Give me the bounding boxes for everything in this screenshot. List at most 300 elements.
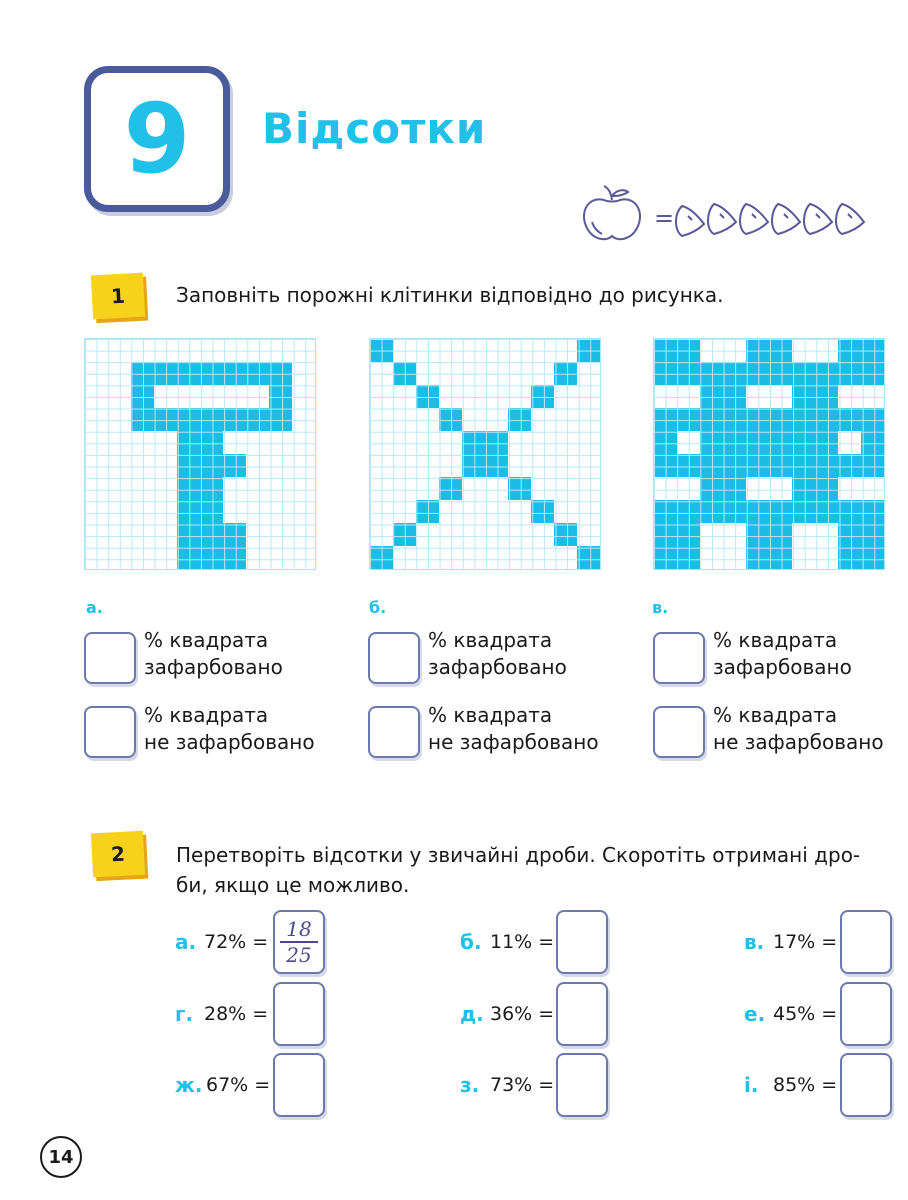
empty-cell [85,408,108,431]
empty-cell [439,546,462,569]
empty-cell [439,339,462,362]
empty-cell [531,339,554,362]
shaded-cell [654,500,677,523]
empty-cell [577,362,600,385]
empty-cell [393,500,416,523]
shaded-cell [861,362,884,385]
shaded-cell [746,546,769,569]
option-letter: а. [86,598,103,617]
empty-cell [485,408,508,431]
shaded-cell [439,477,462,500]
page-number: 14 [40,1136,82,1178]
shaded-cell [723,408,746,431]
shaded-cell [700,477,723,500]
empty-cell [154,454,177,477]
empty-cell [177,385,200,408]
empty-cell [577,408,600,431]
option-letter: г. [175,1002,194,1026]
empty-cell [246,431,269,454]
shaded-cell [531,500,554,523]
shaded-cell [700,362,723,385]
empty-cell [439,362,462,385]
empty-cell [554,500,577,523]
shaded-cell [439,408,462,431]
shaded-cell [815,385,838,408]
answer-fraction-box-i[interactable] [840,1053,892,1117]
shaded-cell [700,385,723,408]
empty-cell [154,500,177,523]
empty-cell [269,546,292,569]
shaded-cell [792,431,815,454]
shaded-cell [677,408,700,431]
shaded-cell [370,339,393,362]
empty-cell [462,339,485,362]
empty-cell [370,431,393,454]
empty-cell [554,477,577,500]
empty-cell [746,477,769,500]
empty-cell [485,339,508,362]
empty-cell [554,408,577,431]
empty-cell [246,454,269,477]
empty-cell [393,431,416,454]
shaded-cell [531,385,554,408]
shaded-cell [416,500,439,523]
shaded-cell [838,546,861,569]
shaded-cell [769,523,792,546]
shaded-cell [792,454,815,477]
empty-cell [439,523,462,546]
shaded-label: % квадрата зафарбовано [428,628,567,679]
answer-input-shaded-a[interactable] [84,632,136,684]
shaded-cell [815,431,838,454]
option-letter: в. [744,930,765,954]
shaded-cell [200,500,223,523]
percent-expression: 45% = [773,1003,838,1025]
empty-cell [292,362,315,385]
empty-cell [393,408,416,431]
empty-cell [370,500,393,523]
empty-cell [554,385,577,408]
empty-cell [292,408,315,431]
shaded-cell [269,408,292,431]
shaded-cell [177,408,200,431]
shaded-cell [223,362,246,385]
empty-cell [131,477,154,500]
percent-expression: 67% = [206,1074,271,1096]
empty-cell [554,454,577,477]
empty-cell [85,362,108,385]
answer-fraction-box-b[interactable] [556,910,608,974]
empty-cell [508,362,531,385]
empty-cell [108,477,131,500]
shaded-cell [723,362,746,385]
shaded-cell [861,339,884,362]
shaded-cell [723,454,746,477]
shaded-cell [485,431,508,454]
empty-cell [815,339,838,362]
empty-cell [154,477,177,500]
empty-cell [200,385,223,408]
shaded-cell [131,408,154,431]
shaded-cell [131,362,154,385]
shaded-cell [815,362,838,385]
shaded-cell [792,477,815,500]
empty-cell [246,523,269,546]
empty-cell [439,431,462,454]
shading-grid-a [84,338,316,570]
shaded-cell [554,362,577,385]
shaded-cell [177,477,200,500]
shaded-cell [769,500,792,523]
shaded-cell [861,408,884,431]
shaded-cell [861,431,884,454]
shaded-cell [746,362,769,385]
percent-expression: 11% = [490,931,555,953]
answer-input-unshaded-c[interactable] [653,706,705,758]
shaded-cell [769,431,792,454]
option-letter: в. [652,598,669,617]
empty-cell [485,362,508,385]
shaded-cell [393,523,416,546]
shaded-cell [746,339,769,362]
empty-cell [393,477,416,500]
shaded-cell [554,523,577,546]
empty-cell [531,362,554,385]
empty-cell [154,523,177,546]
empty-cell [485,546,508,569]
shaded-cell [838,362,861,385]
empty-cell [462,385,485,408]
empty-cell [462,546,485,569]
answer-input-shaded-c[interactable] [653,632,705,684]
answer-fraction-box-g[interactable] [273,1053,325,1117]
empty-cell [292,523,315,546]
answer-input-shaded-b[interactable] [368,632,420,684]
empty-cell [677,385,700,408]
shaded-cell [700,500,723,523]
shaded-cell [792,500,815,523]
fraction-denominator: 25 [286,943,312,967]
empty-cell [223,431,246,454]
shaded-cell [677,500,700,523]
option-letter: з. [460,1073,480,1097]
empty-cell [223,500,246,523]
shaded-cell [223,454,246,477]
empty-cell [508,431,531,454]
empty-cell [393,339,416,362]
empty-cell [416,546,439,569]
empty-cell [108,431,131,454]
empty-cell [108,408,131,431]
shaded-cell [462,454,485,477]
empty-cell [131,523,154,546]
task-number-badge: 1 [91,273,145,320]
answer-fraction-box-c[interactable] [840,910,892,974]
shaded-cell [746,454,769,477]
shaded-cell [654,362,677,385]
shading-grid-b [369,338,601,570]
empty-cell [393,454,416,477]
empty-cell [577,454,600,477]
shaded-cell [131,385,154,408]
svg-text:=: = [654,204,675,232]
empty-cell [269,454,292,477]
shaded-cell [677,339,700,362]
empty-cell [416,523,439,546]
unshaded-label: % квадрата не зафарбовано [144,703,315,754]
empty-cell [85,477,108,500]
shaded-cell [393,362,416,385]
shaded-cell [154,362,177,385]
empty-cell [85,385,108,408]
option-letter: а. [175,930,197,954]
empty-cell [554,431,577,454]
shaded-cell [815,500,838,523]
option-letter: ж. [175,1073,203,1097]
shaded-cell [861,546,884,569]
empty-cell [269,477,292,500]
shaded-cell [838,500,861,523]
empty-cell [246,500,269,523]
empty-cell [531,454,554,477]
empty-cell [723,523,746,546]
empty-cell [508,523,531,546]
empty-cell [792,339,815,362]
empty-cell [269,500,292,523]
percent-expression: 36% = [490,1003,555,1025]
empty-cell [292,500,315,523]
shaded-cell [246,362,269,385]
answer-fraction-box-f[interactable] [840,982,892,1046]
empty-cell [462,408,485,431]
option-letter: б. [369,598,387,617]
empty-cell [531,523,554,546]
empty-cell [246,546,269,569]
shaded-cell [723,477,746,500]
empty-cell [439,454,462,477]
shaded-cell [700,431,723,454]
empty-cell [531,546,554,569]
shaded-cell [177,431,200,454]
shaded-cell [815,454,838,477]
task-instruction: Заповніть порожні клітинки відповідно до рисунка. [176,283,724,307]
shaded-cell [861,454,884,477]
shaded-cell [177,454,200,477]
empty-cell [439,385,462,408]
answer-fraction-box-d[interactable] [273,982,325,1046]
empty-cell [292,454,315,477]
shaded-cell [654,408,677,431]
shaded-cell [508,477,531,500]
empty-cell [292,339,315,362]
shaded-cell [154,408,177,431]
shaded-cell [838,408,861,431]
chapter-number: 9 [123,83,191,195]
shaded-label: % квадрата зафарбовано [144,628,283,679]
empty-cell [416,408,439,431]
empty-cell [370,523,393,546]
empty-cell [531,408,554,431]
shaded-cell [746,523,769,546]
empty-cell [154,385,177,408]
apple-slices-illustration [578,182,878,248]
empty-cell [85,523,108,546]
empty-cell [769,385,792,408]
answer-fraction-box-e[interactable] [556,982,608,1046]
shaded-cell [200,546,223,569]
empty-cell [370,408,393,431]
shaded-cell [654,454,677,477]
empty-cell [292,385,315,408]
empty-cell [792,523,815,546]
answer-fraction-box-a[interactable] [273,910,325,974]
empty-cell [462,500,485,523]
shaded-cell [746,500,769,523]
unshaded-label: % квадрата не зафарбовано [428,703,599,754]
page-title: Відсотки [262,104,487,153]
empty-cell [108,546,131,569]
shaded-cell [769,339,792,362]
empty-cell [85,431,108,454]
answer-input-unshaded-a[interactable] [84,706,136,758]
empty-cell [769,477,792,500]
shaded-cell [462,431,485,454]
shaded-cell [200,431,223,454]
empty-cell [131,500,154,523]
empty-cell [292,477,315,500]
empty-cell [416,339,439,362]
percent-expression: 17% = [773,931,838,953]
shaded-cell [700,454,723,477]
empty-cell [577,431,600,454]
unshaded-label: % квадрата не зафарбовано [713,703,884,754]
shaded-cell [177,523,200,546]
empty-cell [577,385,600,408]
empty-cell [177,339,200,362]
shaded-cell [815,408,838,431]
empty-cell [416,431,439,454]
shaded-cell [177,500,200,523]
shaded-cell [769,546,792,569]
shaded-cell [577,546,600,569]
empty-cell [108,454,131,477]
empty-cell [815,523,838,546]
empty-cell [416,362,439,385]
empty-cell [577,477,600,500]
shaded-cell [223,408,246,431]
shading-grid-c [653,338,885,570]
option-letter: д. [460,1002,484,1026]
empty-cell [85,500,108,523]
empty-cell [485,477,508,500]
empty-cell [508,454,531,477]
empty-cell [246,339,269,362]
shaded-cell [746,431,769,454]
empty-cell [85,454,108,477]
shaded-cell [838,339,861,362]
shaded-cell [508,408,531,431]
empty-cell [792,546,815,569]
shaded-cell [200,408,223,431]
option-letter: е. [744,1002,766,1026]
empty-cell [416,454,439,477]
shaded-cell [485,454,508,477]
answer-fraction-box-h[interactable] [556,1053,608,1117]
shaded-cell [723,385,746,408]
percent-expression: 85% = [773,1074,838,1096]
shaded-cell [723,431,746,454]
percent-expression: 73% = [490,1074,555,1096]
shaded-cell [654,431,677,454]
empty-cell [677,431,700,454]
empty-cell [838,431,861,454]
shaded-cell [654,523,677,546]
empty-cell [531,477,554,500]
empty-cell [746,385,769,408]
shaded-cell [416,385,439,408]
shaded-cell [861,523,884,546]
empty-cell [223,477,246,500]
shaded-cell [269,362,292,385]
empty-cell [508,385,531,408]
shaded-cell [838,454,861,477]
empty-cell [269,339,292,362]
empty-cell [154,339,177,362]
empty-cell [292,431,315,454]
shaded-cell [746,408,769,431]
shaded-cell [815,477,838,500]
empty-cell [861,385,884,408]
shaded-cell [677,523,700,546]
empty-cell [416,477,439,500]
shaded-cell [200,362,223,385]
empty-cell [246,385,269,408]
empty-cell [577,500,600,523]
answer-input-unshaded-b[interactable] [368,706,420,758]
empty-cell [439,500,462,523]
empty-cell [554,339,577,362]
shaded-cell [200,477,223,500]
empty-cell [154,431,177,454]
shaded-cell [700,408,723,431]
empty-cell [485,385,508,408]
shaded-cell [677,362,700,385]
shaded-cell [677,454,700,477]
empty-cell [508,500,531,523]
empty-cell [462,477,485,500]
empty-cell [154,546,177,569]
fraction-numerator: 18 [286,917,312,941]
percent-expression: 28% = [204,1003,269,1025]
empty-cell [700,523,723,546]
shaded-cell [200,454,223,477]
shaded-cell [177,362,200,385]
empty-cell [370,454,393,477]
empty-cell [269,523,292,546]
shaded-cell [223,546,246,569]
empty-cell [393,546,416,569]
shaded-cell [769,408,792,431]
empty-cell [108,385,131,408]
empty-cell [246,477,269,500]
shaded-cell [370,546,393,569]
empty-cell [370,477,393,500]
empty-cell [200,339,223,362]
empty-cell [108,523,131,546]
empty-cell [462,362,485,385]
empty-cell [108,362,131,385]
empty-cell [131,339,154,362]
